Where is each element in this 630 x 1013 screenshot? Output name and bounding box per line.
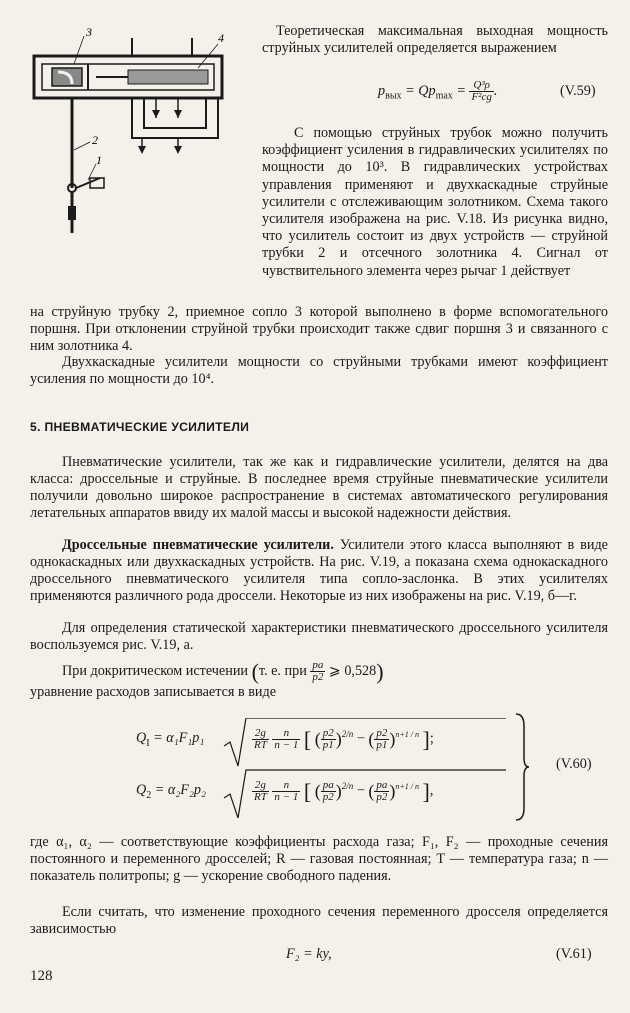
paragraph-7-val: ⩾ 0,528 [328,662,377,679]
paragraph-5-text: Усилители этого класса выполняют в виде однокаскадных или двухкаскадных устройств. На рис. V.19, а показана схема однокаскадного дроссельного пневматического усилителя типа сопло-заслонка. В этих усилителях применяются различного рода дроссели. Некоторые из них изображены на рис. V.19, б—г. [30,537,608,604]
eq60-q2-sub: 2 [146,789,152,801]
eq60-frac-d-num: n [272,780,300,792]
eq60-right-brace [514,712,530,822]
eq60-frac-a [252,728,269,751]
eq59-sub: вых [385,90,402,102]
eq60-t1-num: p2 [322,726,334,739]
equation-v59 [378,80,497,105]
eq60-frac-a-den: RT [254,738,267,751]
equation-v61: F₂ = ky, [286,946,332,962]
eq60-frac-c-den: RT [254,790,267,803]
label-4: 4 [218,31,224,45]
eq60-t1b-den: p1 [376,738,388,751]
eq60-frac-c [252,780,269,803]
page-number: 128 [30,968,53,984]
paragraph-3: Двухкаскадные усилители мощности со струйными трубками имеют коэффициент усиления по мощности до 10⁴. [30,354,608,387]
eq60-frac-c-num: 2g [252,780,269,792]
paragraph-6: Для определения статической характеристики пневматического дроссельного усилителя воспользуемся рис. V.19, а. [30,620,608,653]
eq60-exp4: n+1 / n [395,782,419,791]
eq60-q2-radicand: $\frac{2g}{RT}$ $\frac{n}{n - 1}$ [ ( $\frac{pa}{p2}$ )$^{2/n}$ − ( $\frac{pa}{p2}$ )$^{n+1 / n}$ ], [254,778,434,804]
p7-frac [310,660,325,683]
section-heading: 5. ПНЕВМАТИЧЕСКИЕ УСИЛИТЕЛИ [30,420,250,434]
eq60-q1 [136,730,204,752]
eq60-frac-b-den: n − 1 [274,738,299,751]
eq60-t2-den: p2 [322,790,334,803]
eq60-t2 [321,780,336,803]
eq60-q1-lhs: Q [136,730,147,746]
eq60-frac-a-num: 2g [252,728,269,740]
eq60-q2-rhs: = α₂F₂p₂ [151,782,206,798]
eq60-t1b-num: p2 [376,726,388,739]
eq60-q2 [136,782,206,804]
paragraph-7-cond: т. е. при [258,662,307,679]
paragraph-2-continued: на струйную трубку 2, приемное сопло 3 которой выполнено в форме вспомогательного поршня. При отклонении струйной трубки происходит также сдвиг поршня 3 и связанного с ним золотника 4. [30,304,608,354]
eq59-frac-num: Q³ρ [469,80,493,92]
paragraph-9: Если считать, что изменение проходного сечения переменного дросселя определяется зависимостью [30,904,608,937]
equation-number-v60: (V.60) [556,756,592,772]
equation-number-v59: (V.59) [560,83,596,99]
eq59-lhs: p [378,82,386,99]
eq59-eq: = [452,82,470,99]
eq60-q2-lhs: Q [136,782,147,798]
eq60-frac-d [272,780,300,803]
eq59-mid: = Qp [401,82,436,99]
equation-v60 [136,718,516,818]
amplifier-schematic [28,28,250,238]
eq60-t2b [374,780,389,803]
paragraph-7-a: При докритическом истечении [62,662,249,679]
eq60-q1-radicand: $\frac{2g}{RT}$ $\frac{n}{n - 1}$ [ ( $\frac{p2}{p1}$ )$^{2/n}$ − ( $\frac{p2}{p1}$ )$^{n+1 / n}$ ]; [254,726,434,752]
eq59-frac-den: F²cg [471,91,492,103]
equation-number-v61: (V.61) [556,946,592,962]
figure-v18 [28,28,250,238]
label-3: 3 [86,28,92,39]
eq60-frac-b [272,728,300,751]
eq59-sub2: max [435,90,453,102]
paragraph-8: где α₁, α₂ — соответствующие коэффициенты расхода газа; F₁, F₂ — проходные сечения постоянного и переменного дросселей; R — газовая постоянная; T — температура газа; n — показатель политропы; g — ускорение свободного падения. [30,834,608,884]
paragraph-5 [30,537,608,605]
eq60-frac-d-den: n − 1 [274,790,299,803]
eq59-dot: . [493,82,498,99]
eq60-t2b-den: p2 [376,790,388,803]
p7-frac-den: p2 [312,671,324,683]
paragraph-5-bold: Дроссельные пневматические усилители. [62,537,334,553]
label-2: 2 [92,133,98,147]
eq60-t2-num: pa [322,778,334,791]
paragraph-1: Теоретическая максимальная выходная мощность струйных усилителей определяется выражением [262,23,608,56]
eq60-frac-b-num: n [272,728,300,740]
eq60-exp3: 2/n [341,781,354,791]
paragraph-7-line-1: При докритическом истечении (т. е. при $\frac{pa}{p2}$ ⩾ 0,528) [62,659,384,684]
eq60-q1-rhs: = α₁F₁p₁ [149,730,205,746]
eq60-q1-sub: I [146,737,150,749]
paragraph-2: С помощью струйных трубок можно получить коэффициент усиления в гидравлических усилителях по мощности до 10³. В гидравлических устройствах управления применяют и двухкаскадные струйные усилители с отслеживающим золотником. Схема такого усилителя изображена на рис. V.18. Из рисунка видно, что усилитель состоит из двух устройств — струйной трубки 2 и отсечного золотника 4. Сигнал от чувствительного элемента через рычаг 1 действует [262,125,608,279]
eq60-t1-den: p1 [322,738,334,751]
label-1: 1 [96,153,102,167]
eq60-exp1: 2/n [341,729,354,739]
eq59-frac [469,80,493,103]
eq60-t1b [374,728,389,751]
paragraph-4: Пневматические усилители, так же как и гидравлические усилители, делятся на два класса: дроссельные и струйные. В последнее время струйные пневматические усилители получили довольно широкое распространение в системах автоматического регулирования летательных аппаратов ввиду их малой массы и высокой надежности действия. [30,454,608,521]
eq60-t2b-num: pa [376,778,388,791]
eq60-t1 [321,728,336,751]
paragraph-7-b: уравнение расходов записывается в виде [30,684,277,700]
eq60-exp2: n+1 / n [395,730,419,739]
p7-frac-num: pa [312,659,324,671]
